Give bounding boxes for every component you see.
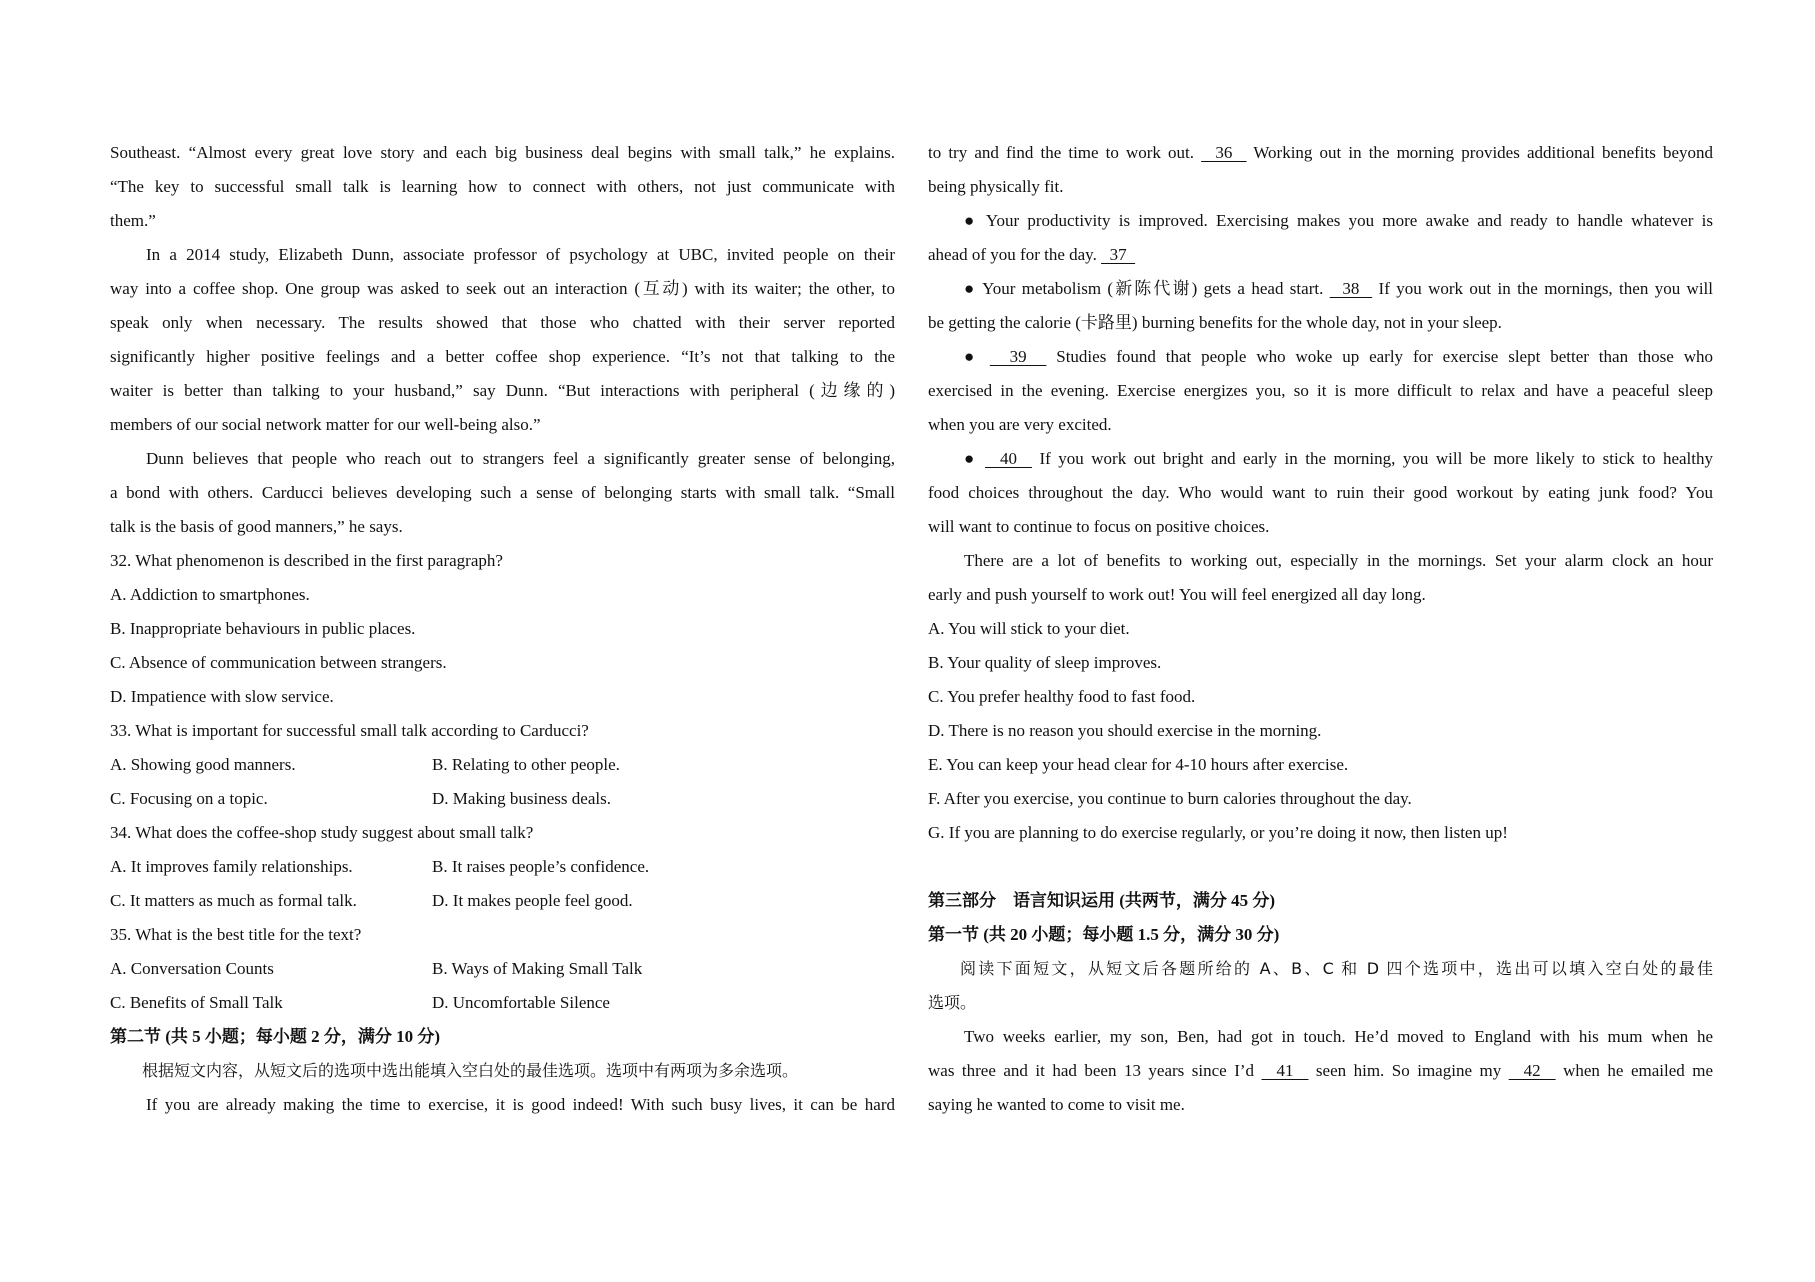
option-33-c: C. Focusing on a topic. [110,789,268,808]
option-34-d: D. It makes people feel good. [432,891,633,910]
options-row [110,986,895,1020]
option-32-d: D. Impatience with slow service. [110,687,334,706]
bullet-1-line: ● Your productivity is improved. Exercising makes you more awake and ready to handle whatever is [964,211,1713,230]
option-a: A. You will stick to your diet. [928,619,1130,638]
option-g: G. If you are planning to do exercise regularly, or you’re doing it now, then listen up! [928,823,1508,842]
paragraph-3-line: Dunn believes that people who reach out to strangers feel a significantly greater sense of belonging, [146,449,895,468]
option-f: F. After you exercise, you continue to burn calories throughout the day. [928,789,1412,808]
question-35: 35. What is the best title for the text? [110,925,362,944]
option-b: B. Your quality of sleep improves. [928,653,1162,672]
blank-41: 41 [1261,1061,1309,1080]
option-34-b: B. It raises people’s confidence. [432,857,650,876]
paragraph-3-line: talk is the basis of good manners,” he says. [110,517,403,536]
blank-39: 39 [989,347,1047,366]
option-c: C. You prefer healthy food to fast food. [928,687,1196,706]
spacer [928,850,1713,884]
blank-37: 37 [1101,245,1136,264]
paragraph-2-line: speak only when necessary. The results showed that those who chatted with their server reported [110,313,895,332]
options-row [110,782,895,816]
section-2-heading: 第二节 (共 5 小题；每小题 2 分，满分 10 分) [110,1027,441,1046]
right-column [928,136,1713,1122]
option-34-c: C. It matters as much as formal talk. [110,891,357,910]
option-32-b: B. Inappropriate behaviours in public places. [110,619,416,638]
option-33-a: A. Showing good manners. [110,755,296,774]
option-34-a: A. It improves family relationships. [110,857,353,876]
paragraph-2-line: members of our social network matter for our well-being also.” [110,415,541,434]
text-span: ● [964,347,990,366]
left-column [110,136,895,1122]
bullet-1-line [928,238,1713,272]
options-row [110,748,895,782]
bullet-4-line [928,442,1713,476]
text-span: seen him. So imagine my [1308,1061,1509,1080]
question-34: 34. What does the coffee-shop study suggest about small talk? [110,823,534,842]
story-line [928,1054,1713,1088]
bullet-4-line: will want to continue to focus on positive choices. [928,517,1270,536]
text-span: If you work out in the mornings, then you will [1372,279,1714,298]
section-1-instruction: 阅读下面短文，从短文后各题所给的 A、B、C 和 D 四个选项中，选出可以填入空白处的最佳 [960,959,1713,978]
text-span: to try and find the time to work out. [928,143,1202,162]
bullet-3-line: exercised in the evening. Exercise energizes you, so it is more difficult to relax and have a peaceful sleep [928,381,1713,400]
story-line: saying he wanted to come to visit me. [928,1095,1185,1114]
paragraph-2-line: significantly higher positive feelings and a better coffee shop experience. “It’s not that talking to the [110,347,895,366]
options-row [110,952,895,986]
paragraph-1-line: Southeast. “Almost every great love story and each big business deal begins with small talk,” he explains. [110,143,895,162]
option-32-c: C. Absence of communication between strangers. [110,653,447,672]
blank-36: 36 [1201,143,1247,162]
option-32-a: A. Addiction to smartphones. [110,585,310,604]
text-span: Studies found that people who woke up early for exercise slept better than those who [1046,347,1714,366]
paragraph-3-line: a bond with others. Carducci believes developing such a sense of belonging starts with small talk. “Small [110,483,895,502]
question-33: 33. What is important for successful small talk according to Carducci? [110,721,589,740]
question-32: 32. What phenomenon is described in the first paragraph? [110,551,503,570]
bullet-3-line [928,340,1713,374]
option-35-b: B. Ways of Making Small Talk [432,959,643,978]
section-1-instruction: 选项。 [928,993,977,1012]
option-35-a: A. Conversation Counts [110,959,274,978]
text-span: If you work out bright and early in the morning, you will be more likely to stick to healthy [1031,449,1714,468]
blank-40: 40 [985,449,1032,468]
story-line: Two weeks earlier, my son, Ben, had got in touch. He’d moved to England with his mum when he [964,1027,1713,1046]
option-e: E. You can keep your head clear for 4-10 hours after exercise. [928,755,1349,774]
conclusion-line: There are a lot of benefits to working out, especially in the mornings. Set your alarm clock an hour [964,551,1713,570]
options-row [110,850,895,884]
blank-38: 38 [1329,279,1373,298]
bullet-3-line: when you are very excited. [928,415,1112,434]
options-row [110,884,895,918]
option-33-d: D. Making business deals. [432,789,611,808]
part-3-heading: 第三部分 语言知识运用 (共两节，满分 45 分) [928,891,1276,910]
text-span: was three and it had been 13 years since I’d [928,1061,1262,1080]
conclusion-line: early and push yourself to work out! You will feel energized all day long. [928,585,1426,604]
paragraph-2-line: way into a coffee shop. One group was asked to seek out an interaction (互动) with its waiter; the other, to [110,279,895,298]
passage-line [928,136,1713,170]
option-35-c: C. Benefits of Small Talk [110,993,283,1012]
passage-line: being physically fit. [928,177,1064,196]
section-2-instruction: 根据短文内容，从短文后的选项中选出能填入空白处的最佳选项。选项中有两项为多余选项。 [142,1061,799,1080]
text-span: Working out in the morning provides additional benefits beyond [1246,143,1713,162]
paragraph-2-line: waiter is better than talking to your husband,” say Dunn. “But interactions with peripheral (边缘的) [110,381,895,400]
option-33-b: B. Relating to other people. [432,755,620,774]
text-span: ● Your metabolism (新陈代谢) gets a head start. [964,279,1330,298]
bullet-2-line: be getting the calorie (卡路里) burning benefits for the whole day, not in your sleep. [928,313,1502,332]
section-1-heading: 第一节 (共 20 小题；每小题 1.5 分，满分 30 分) [928,925,1280,944]
text-span: when he emailed me [1555,1061,1714,1080]
blank-42: 42 [1508,1061,1556,1080]
option-d: D. There is no reason you should exercise in the morning. [928,721,1322,740]
paragraph-1-line: “The key to successful small talk is learning how to connect with others, not just communicate with [110,177,895,196]
bullet-2-line [928,272,1713,306]
paragraph-1-line: them.” [110,211,156,230]
text-span: ahead of you for the day. [928,245,1102,264]
passage-line: If you are already making the time to exercise, it is good indeed! With such busy lives, it can be hard [146,1095,895,1114]
option-35-d: D. Uncomfortable Silence [432,993,610,1012]
bullet-4-line: food choices throughout the day. Who would want to ruin their good workout by eating junk food? You [928,483,1713,502]
paragraph-2-line: In a 2014 study, Elizabeth Dunn, associate professor of psychology at UBC, invited people on their [146,245,895,264]
text-span: ● [964,449,986,468]
